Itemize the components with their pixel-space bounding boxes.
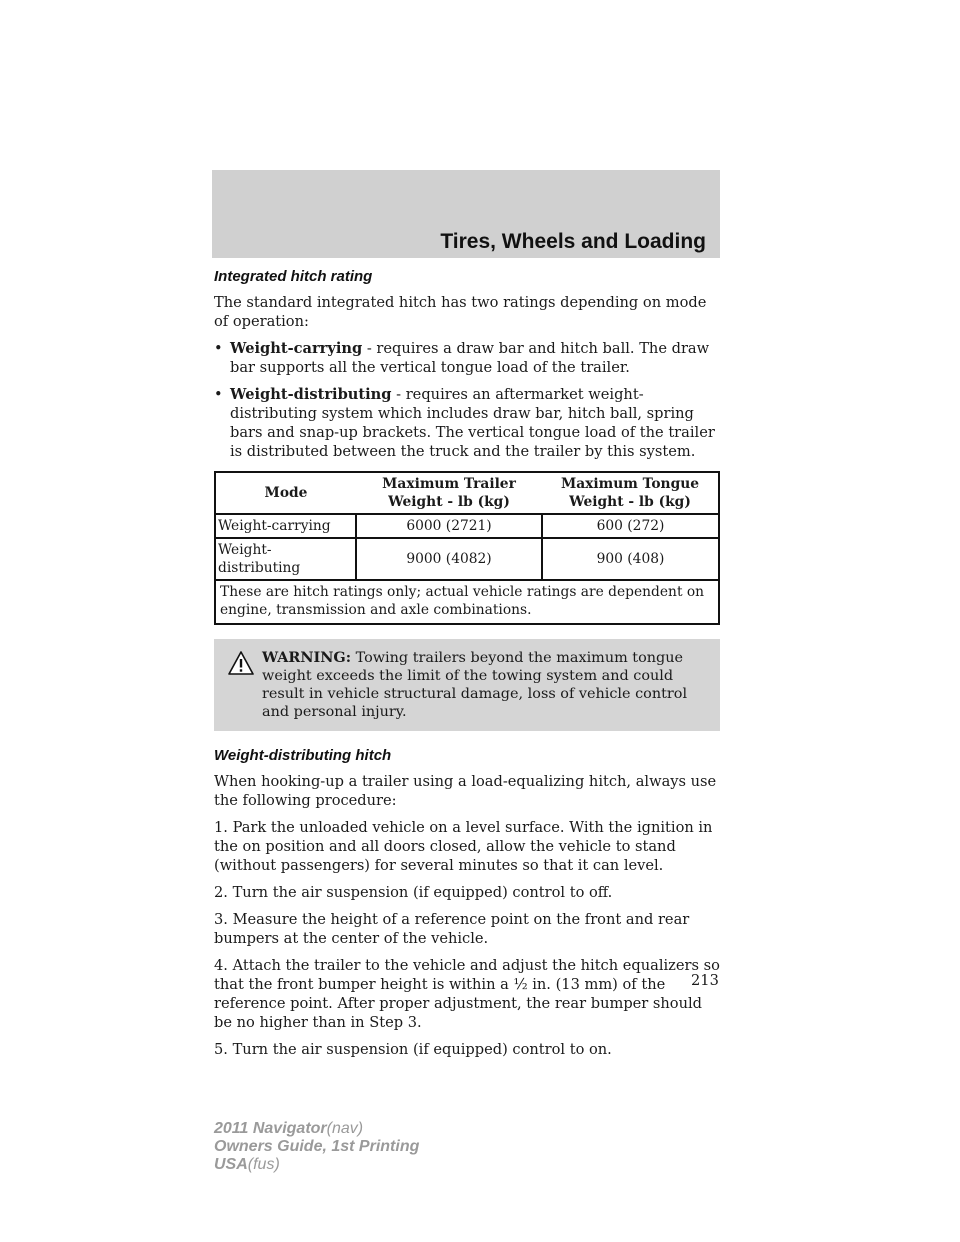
procedure-step: 5. Turn the air suspension (if equipped) control to on. <box>214 1041 612 1058</box>
footer-line <box>214 1138 419 1156</box>
table-cell: Weight-distributing <box>215 538 356 580</box>
chapter-title: Tires, Wheels and Loading <box>440 230 706 253</box>
bullet-text: - requires a draw bar and hitch ball. The draw bar supports all the vertical tongue load of the trailer. <box>230 340 710 376</box>
table-cell: 6000 (2721) <box>356 514 542 538</box>
bullet-dot: • <box>214 340 223 357</box>
table-row <box>215 538 719 580</box>
footer-edition: Owners Guide, 1st Printing <box>214 1138 420 1155</box>
page-content <box>214 268 720 1067</box>
table-note: These are hitch ratings only; actual vehicle ratings are dependent on engine, transmission and axle combinations. <box>215 580 719 624</box>
section-intro: The standard integrated hitch has two ratings depending on mode of operation: <box>214 294 707 330</box>
warning-text <box>218 649 712 721</box>
table-row <box>215 514 719 538</box>
footer-line <box>214 1120 419 1138</box>
procedure-step: 2. Turn the air suspension (if equipped) control to off. <box>214 884 613 901</box>
bullet-text: - requires an aftermarket weight-distributing system which includes draw bar, hitch ball, spring bars and snap-up brackets. The vertical tongue load of the trailer is distributed between the truck and the trailer by this system. <box>230 386 715 460</box>
bullet-dot: • <box>214 386 223 403</box>
procedure-step: 4. Attach the trailer to the vehicle and adjust the hitch equalizers so that the front bumper height is within a ½ in. (13 mm) of the reference point. After proper adjustment, the rear bumper should be no higher than in Step 3. <box>214 957 720 1031</box>
chapter-header-band <box>212 170 720 258</box>
table-cell: Weight-carrying <box>215 514 356 538</box>
section-heading-integrated-hitch: Integrated hitch rating <box>214 268 373 285</box>
bullet-weight-carrying <box>214 339 720 377</box>
warning-box <box>214 639 720 731</box>
bullet-term: Weight-carrying <box>230 340 363 357</box>
hitch-rating-table <box>214 471 720 625</box>
table-header-cell: Mode <box>264 485 308 501</box>
footer-code: (nav) <box>326 1120 364 1137</box>
footer-imprint <box>214 1120 419 1174</box>
table-note-row <box>215 580 719 624</box>
page-number: 213 <box>691 972 719 989</box>
table-header-cell: Maximum Tongue Weight - lb (kg) <box>560 476 700 510</box>
procedure-step: 1. Park the unloaded vehicle on a level surface. With the ignition in the on position and all doors closed, allow the vehicle to stand (without passengers) for several minutes so that it can level. <box>214 819 713 874</box>
table-cell: 600 (272) <box>542 514 719 538</box>
section-heading-weight-distributing: Weight-distributing hitch <box>214 747 392 764</box>
footer-model: 2011 Navigator <box>214 1120 327 1137</box>
bullet-term: Weight-distributing <box>230 386 392 403</box>
table-cell: 900 (408) <box>542 538 719 580</box>
table-cell: 9000 (4082) <box>356 538 542 580</box>
table-header-row <box>215 472 719 514</box>
warning-body: Towing trailers beyond the maximum tongue weight exceeds the limit of the towing system and could result in vehicle structural damage, loss of vehicle control and personal injury. <box>262 650 688 720</box>
table-header-cell: Maximum Trailer Weight - lb (kg) <box>382 476 516 510</box>
footer-line <box>214 1156 419 1174</box>
footer-market: USA <box>214 1156 248 1173</box>
bullet-weight-distributing <box>214 385 720 461</box>
section-intro: When hooking-up a trailer using a load-equalizing hitch, always use the following procedure: <box>214 773 717 809</box>
procedure-step: 3. Measure the height of a reference point on the front and rear bumpers at the center of the vehicle. <box>214 911 690 947</box>
footer-code: (fus) <box>247 1156 280 1173</box>
warning-triangle-icon <box>228 651 254 675</box>
warning-label: WARNING: <box>262 649 352 666</box>
